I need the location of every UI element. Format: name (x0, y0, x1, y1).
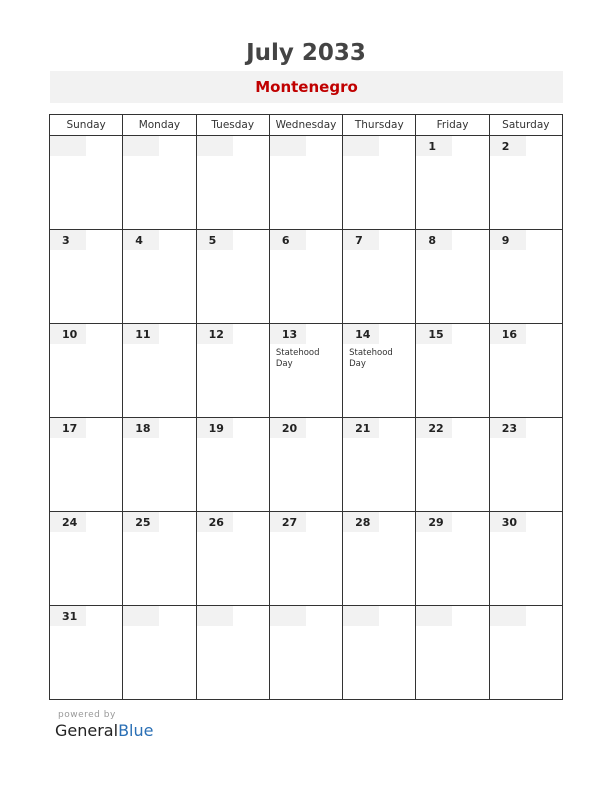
calendar-day-cell (269, 136, 342, 230)
day-number: 12 (197, 324, 233, 344)
day-number (416, 606, 452, 626)
calendar-day-cell (416, 324, 489, 418)
weekday-tuesday: Tuesday (196, 115, 269, 136)
calendar-day-cell (196, 606, 269, 700)
powered-by-label: powered by (58, 710, 116, 720)
weekday-header-row (50, 115, 563, 136)
calendar-day-cell (343, 418, 416, 512)
day-number: 6 (270, 230, 306, 250)
holiday-label: Statehood Day (349, 348, 393, 369)
calendar-day-cell (50, 512, 123, 606)
calendar-day-cell (50, 324, 123, 418)
weekday-saturday: Saturday (489, 115, 562, 136)
calendar-day-cell (269, 324, 342, 418)
calendar-day-cell (269, 606, 342, 700)
day-number: 27 (270, 512, 306, 532)
day-number (123, 606, 159, 626)
calendar-week-row (50, 418, 563, 512)
day-number (270, 606, 306, 626)
brand-blue-text: Blue (118, 721, 154, 740)
day-number (197, 606, 233, 626)
day-number: 29 (416, 512, 452, 532)
day-number: 23 (490, 418, 526, 438)
day-number: 22 (416, 418, 452, 438)
calendar-day-cell (123, 230, 196, 324)
calendar-day-cell (50, 606, 123, 700)
day-number: 9 (490, 230, 526, 250)
calendar-day-cell (123, 606, 196, 700)
calendar-day-cell (50, 136, 123, 230)
day-number (343, 606, 379, 626)
weekday-friday: Friday (416, 115, 489, 136)
day-number: 2 (490, 136, 526, 156)
day-number (343, 136, 379, 156)
generalblue-logo (55, 721, 153, 740)
calendar-day-cell (416, 512, 489, 606)
weekday-sunday: Sunday (50, 115, 123, 136)
calendar-day-cell (196, 324, 269, 418)
weekday-wednesday: Wednesday (269, 115, 342, 136)
day-number (270, 136, 306, 156)
country-banner: Montenegro (50, 71, 563, 103)
calendar-week-row (50, 606, 563, 700)
calendar-week-row (50, 230, 563, 324)
holiday-label: Statehood Day (275, 348, 320, 369)
calendar-day-cell (416, 606, 489, 700)
day-number (50, 136, 86, 156)
calendar-day-cell (489, 324, 562, 418)
day-number: 21 (343, 418, 379, 438)
day-number: 7 (343, 230, 379, 250)
calendar-day-cell (416, 136, 489, 230)
page-title: July 2033 (246, 40, 366, 66)
day-number: 19 (197, 418, 233, 438)
day-number: 3 (50, 230, 86, 250)
calendar-day-cell (489, 512, 562, 606)
day-number: 13 (270, 324, 306, 344)
day-number (490, 606, 526, 626)
weekday-thursday: Thursday (343, 115, 416, 136)
calendar-day-cell (123, 418, 196, 512)
calendar-day-cell (196, 136, 269, 230)
day-number: 4 (123, 230, 159, 250)
day-number: 5 (197, 230, 233, 250)
day-number: 20 (270, 418, 306, 438)
day-number: 31 (50, 606, 86, 626)
day-number: 16 (490, 324, 526, 344)
calendar-day-cell (196, 512, 269, 606)
calendar-day-cell (343, 606, 416, 700)
day-number: 8 (416, 230, 452, 250)
day-number: 15 (416, 324, 452, 344)
calendar-grid (49, 114, 563, 700)
calendar-day-cell (50, 418, 123, 512)
day-number: 1 (416, 136, 452, 156)
day-number (197, 136, 233, 156)
calendar-day-cell (343, 230, 416, 324)
day-number: 30 (490, 512, 526, 532)
calendar-day-cell (343, 136, 416, 230)
day-number: 18 (123, 418, 159, 438)
day-number: 28 (343, 512, 379, 532)
calendar-week-row (50, 512, 563, 606)
calendar-day-cell (489, 230, 562, 324)
calendar-day-cell (123, 324, 196, 418)
calendar-week-row (50, 324, 563, 418)
calendar-day-cell (416, 230, 489, 324)
calendar-day-cell (489, 606, 562, 700)
day-number: 17 (50, 418, 86, 438)
day-number: 26 (197, 512, 233, 532)
day-number: 10 (50, 324, 86, 344)
weekday-monday: Monday (123, 115, 196, 136)
calendar-day-cell (343, 324, 416, 418)
calendar-day-cell (343, 512, 416, 606)
day-number: 11 (123, 324, 159, 344)
calendar-week-row (50, 136, 563, 230)
calendar-day-cell (123, 136, 196, 230)
calendar-day-cell (269, 230, 342, 324)
calendar-day-cell (269, 512, 342, 606)
calendar-day-cell (196, 418, 269, 512)
day-number: 24 (50, 512, 86, 532)
calendar-day-cell (269, 418, 342, 512)
day-number: 25 (123, 512, 159, 532)
day-number (123, 136, 159, 156)
brand-general-text: General (55, 721, 119, 740)
calendar-day-cell (416, 418, 489, 512)
calendar-day-cell (489, 136, 562, 230)
calendar-day-cell (196, 230, 269, 324)
calendar-day-cell (123, 512, 196, 606)
day-number: 14 (343, 324, 379, 344)
calendar-day-cell (50, 230, 123, 324)
calendar-day-cell (489, 418, 562, 512)
